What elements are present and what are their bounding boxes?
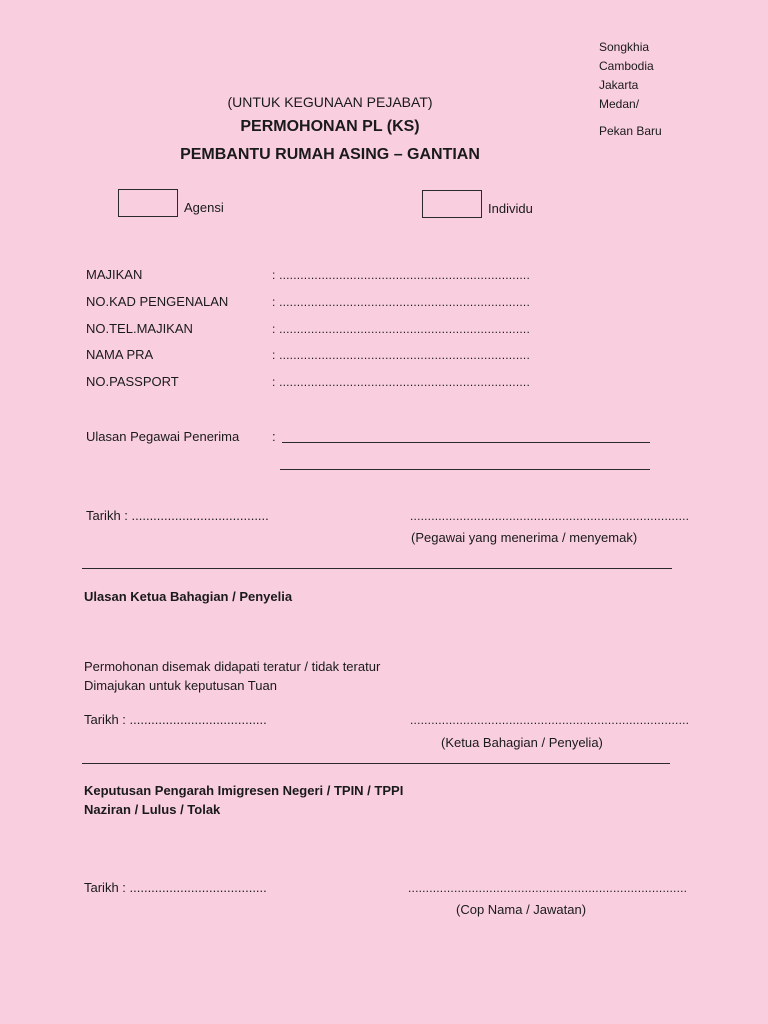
director-signature-caption: (Cop Nama / Jawatan) — [456, 902, 587, 917]
receiver-comment-line-1[interactable] — [282, 442, 650, 443]
location-item: Songkhia — [599, 40, 650, 54]
supervisor-date[interactable]: Tarikh : ...................................... — [84, 712, 267, 727]
receiver-comment-colon: : — [272, 429, 276, 444]
location-item: Pekan Baru — [599, 124, 662, 138]
form-title: PERMOHONAN PL (KS) — [240, 118, 420, 135]
individual-checkbox[interactable] — [422, 190, 482, 218]
field-ic[interactable]: : ....................................................................... — [272, 295, 530, 309]
receiver-date[interactable]: Tarikh : ...................................... — [86, 508, 269, 523]
location-item: Jakarta — [599, 78, 639, 92]
receiver-comment-label: Ulasan Pegawai Penerima — [86, 429, 240, 444]
agency-label: Agensi — [184, 200, 224, 215]
director-date[interactable]: Tarikh : ...................................... — [84, 880, 267, 895]
field-label-passport: NO.PASSPORT — [86, 374, 179, 389]
supervisor-line-2: Dimajukan untuk keputusan Tuan — [84, 678, 277, 693]
location-item: Medan/ — [599, 97, 640, 111]
receiver-signature-caption: (Pegawai yang menerima / menyemak) — [411, 530, 638, 545]
supervisor-signature-line[interactable]: ............................................................................... — [410, 713, 690, 727]
field-employer[interactable]: : ....................................................................... — [272, 268, 530, 282]
field-label-employer: MAJIKAN — [86, 267, 143, 282]
director-heading-1: Keputusan Pengarah Imigresen Negeri / TPIN / TPPI — [84, 783, 404, 798]
supervisor-signature-caption: (Ketua Bahagian / Penyelia) — [441, 735, 603, 750]
field-label-pra-name: NAMA PRA — [86, 347, 154, 362]
section-divider — [82, 763, 670, 764]
field-label-phone: NO.TEL.MAJIKAN — [86, 321, 193, 336]
supervisor-line-1: Permohonan disemak didapati teratur / tidak teratur — [84, 659, 381, 674]
supervisor-heading: Ulasan Ketua Bahagian / Penyelia — [84, 589, 293, 604]
field-phone[interactable]: : ....................................................................... — [272, 322, 530, 336]
individual-label: Individu — [488, 201, 533, 216]
field-pra-name[interactable]: : ....................................................................... — [272, 348, 530, 362]
agency-checkbox[interactable] — [118, 189, 178, 217]
field-passport[interactable]: : ....................................................................... — [272, 375, 530, 389]
location-item: Cambodia — [599, 59, 654, 73]
director-heading-2: Naziran / Lulus / Tolak — [84, 802, 221, 817]
section-divider — [82, 568, 672, 569]
director-signature-line[interactable]: ............................................................................... — [408, 881, 688, 895]
office-use-note: (UNTUK KEGUNAAN PEJABAT) — [227, 94, 433, 110]
form-subtitle: PEMBANTU RUMAH ASING – GANTIAN — [180, 146, 480, 163]
receiver-signature-line[interactable]: ............................................................................... — [410, 509, 690, 523]
receiver-comment-line-2[interactable] — [280, 469, 650, 470]
location-list — [599, 38, 662, 141]
field-label-ic: NO.KAD PENGENALAN — [86, 294, 229, 309]
